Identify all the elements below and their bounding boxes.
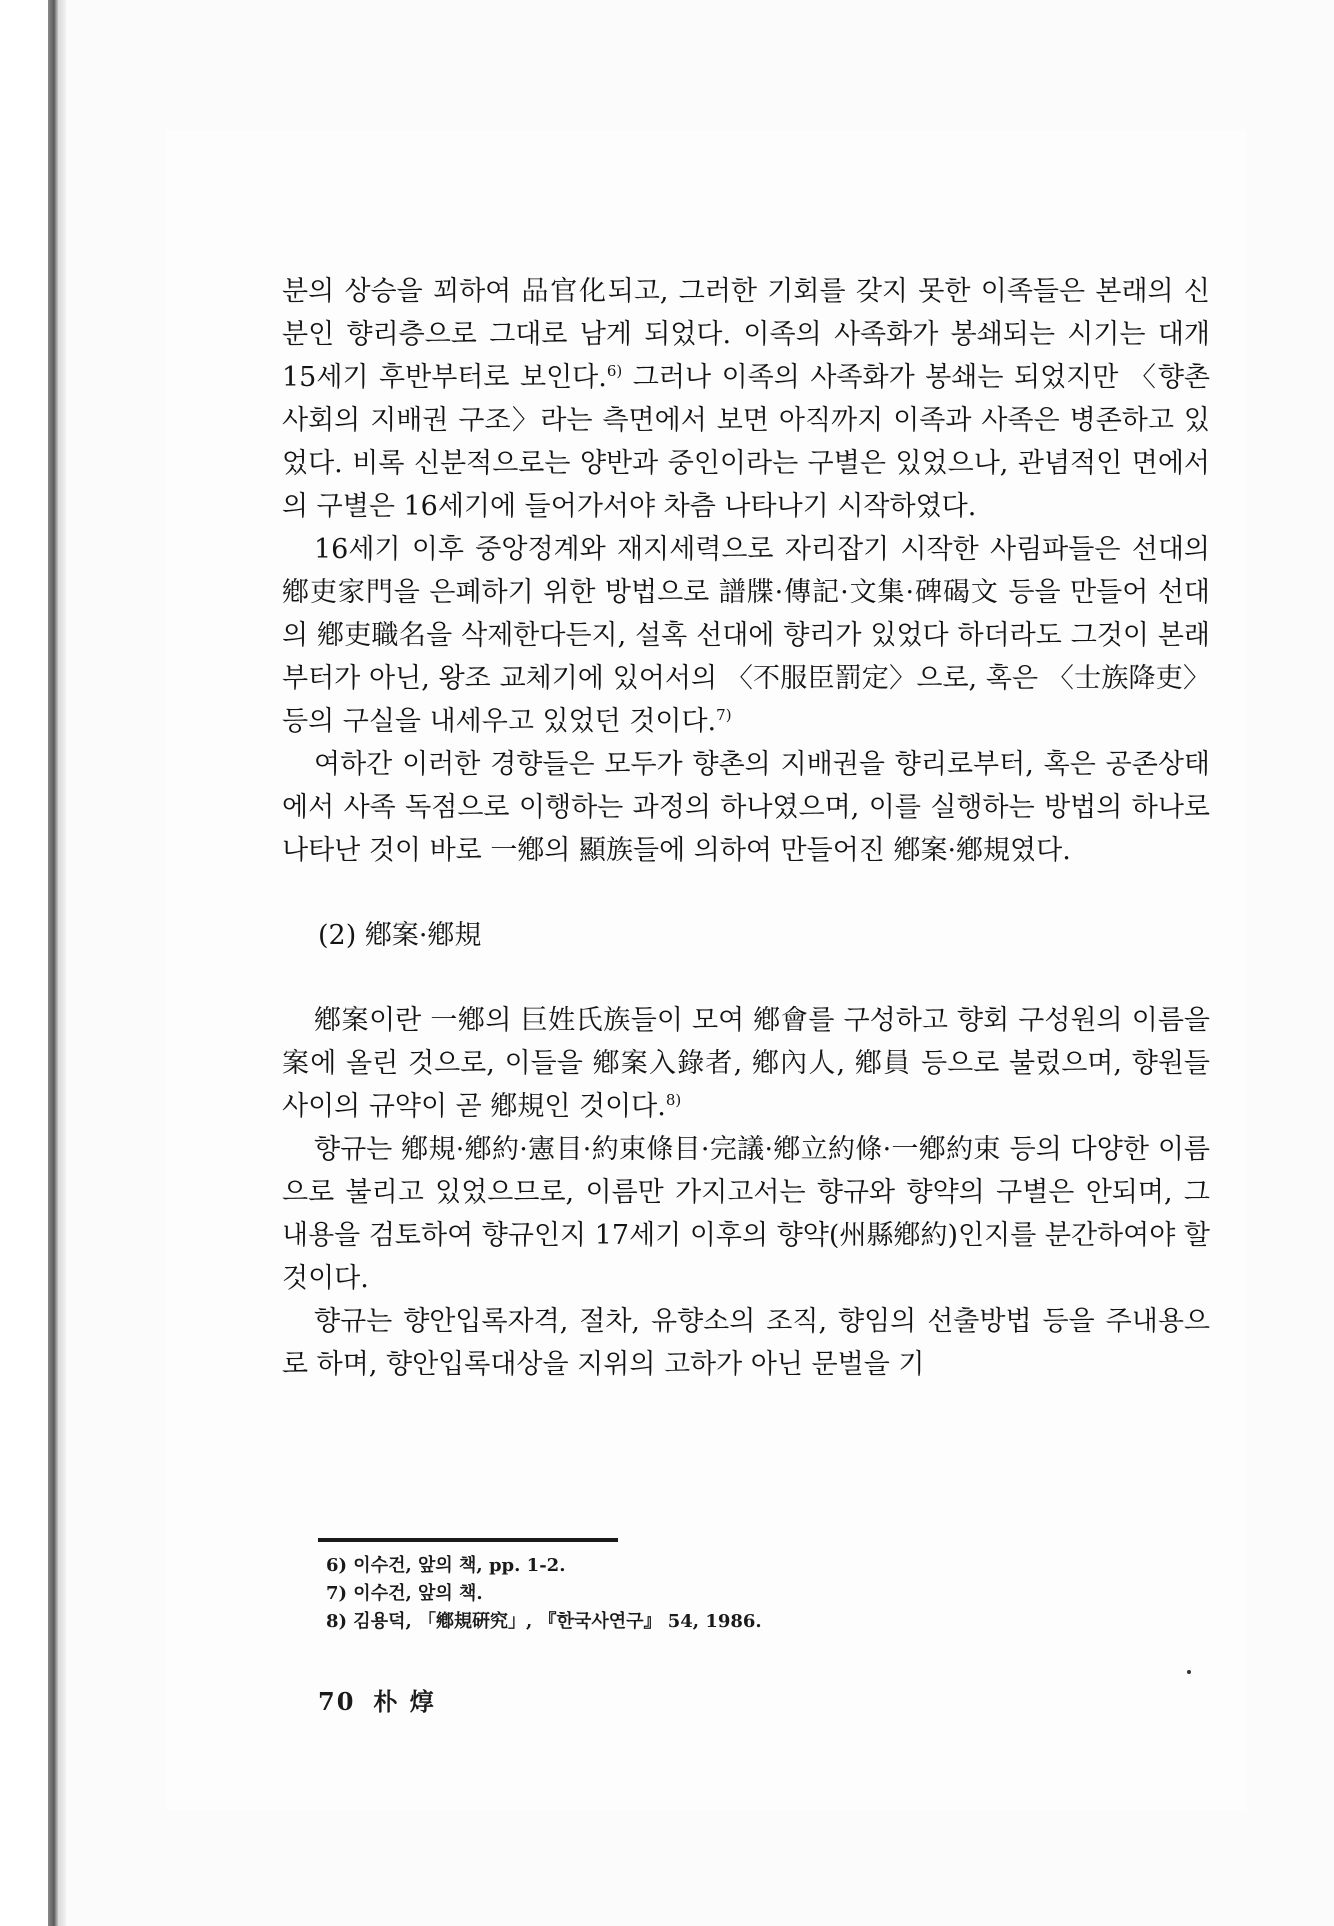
footnote-ref: 8)	[665, 1091, 682, 1109]
paragraph-text: 향규는 향안입록자격, 절차, 유향소의 조직, 향임의 선출방법 등을 주내용으로 하며, 향안입록대상을 지위의 고하가 아닌 문벌을 기	[282, 1306, 1210, 1380]
running-author: 朴 焞	[373, 1687, 436, 1716]
footnotes	[326, 1552, 926, 1636]
section-heading: (2) 鄕案·鄕規	[318, 920, 482, 951]
paragraph-2	[282, 528, 1210, 743]
folio	[318, 1682, 436, 1717]
paragraph-6	[282, 1300, 1210, 1386]
page-number: 70	[318, 1687, 356, 1716]
paragraph-1	[282, 270, 1210, 528]
paragraph-text: 16세기 이후 중앙정계와 재지세력으로 자리잡기 시작한 사림파들은 선대의 鄕吏家門을 은폐하기 위한 방법으로 譜牒·傳記·文集·碑碣文 등을 만들어 선대의 鄕吏職名을 삭제한다든지, 설혹 선대에 향리가 있었다 하더라도 그것이 본래부터가 아닌, 왕조 교체기에 있어서의 〈不服臣罰定〉으로, 혹은 〈士族降吏〉 등의 구실을 내세우고 있었던 것이다.	[282, 534, 1210, 737]
footnote-ref: 7)	[716, 706, 732, 724]
paragraph-text: 그러나 이족의 사족화가 봉쇄는 되었지만 〈향촌사회의 지배권 구조〉라는 측면에서 보면 아직까지 이족과 사족은 병존하고 있었다. 비록 신분적으로는 양반과 중인이라는 구별은 있었으나, 관념적인 면에서의 구별은 16세기에 들어가서야 차츰 나타나기 시작하였다.	[282, 362, 1210, 522]
paragraph-4	[282, 999, 1210, 1128]
paragraph-text: 분의 상승을 꾀하여 品官化되고, 그러한 기회를 갖지 못한 이족들은 본래의 신분인 향리층으로 그대로 남게 되었다. 이족의 사족화가 봉쇄되는 시기는 대개 15세기 후반부터로 보인다.	[282, 276, 1210, 393]
paragraph-text: 향규는 鄕規·鄕約·憲目·約束條目·完議·鄕立約條·一鄕約束 등의 다양한 이름으로 불리고 있었으므로, 이름만 가지고서는 향규와 향약의 구별은 안되며, 그 내용을 검토하여 향규인지 17세기 이후의 향약(州縣鄕約)인지를 분간하여야 할 것이다.	[282, 1134, 1210, 1294]
footnote-divider	[318, 1538, 618, 1542]
scan-speck	[1187, 1670, 1191, 1674]
paragraph-5	[282, 1128, 1210, 1300]
paragraph-text: 鄕案이란 一鄕의 巨姓氏族들이 모여 鄕會를 구성하고 향회 구성원의 이름을 案에 올린 것으로, 이들을 鄕案入錄者, 鄕內人, 鄕員 등으로 불렀으며, 향원들 사이의 규약이 곧 鄕規인 것이다.	[282, 1005, 1210, 1122]
page-stack-edge	[58, 0, 66, 1926]
paragraph-3	[282, 743, 1210, 872]
book-spine-edge	[48, 0, 58, 1926]
footnote-7: 7) 이수건, 앞의 책.	[326, 1583, 483, 1604]
footnote-8: 8) 김용덕, 「鄕規硏究」, 『한국사연구』 54, 1986.	[326, 1611, 762, 1632]
footnote-ref: 6)	[606, 362, 623, 380]
paragraph-text: 여하간 이러한 경향들은 모두가 향촌의 지배권을 향리로부터, 혹은 공존상태에서 사족 독점으로 이행하는 과정의 하나였으며, 이를 실행하는 방법의 하나로 나타난 것이 바로 一鄕의 顯族들에 의하여 만들어진 鄕案·鄕規였다.	[282, 749, 1210, 866]
body-text	[282, 270, 1210, 1386]
footnote-6: 6) 이수건, 앞의 책, pp. 1-2.	[326, 1555, 566, 1576]
